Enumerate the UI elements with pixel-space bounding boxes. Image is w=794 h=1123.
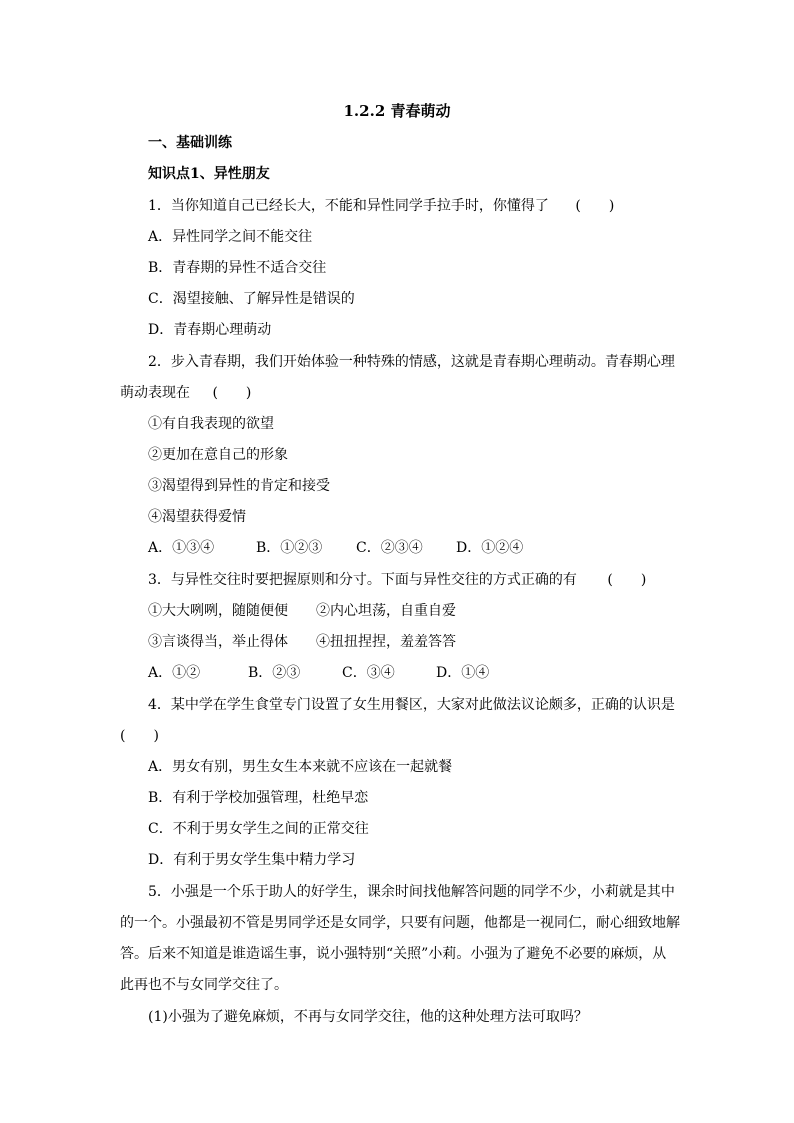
q2-item-4: ④渴望获得爱情	[148, 509, 246, 525]
q3-option-d: D．①④	[436, 665, 490, 681]
q3-options	[148, 663, 489, 683]
q1-option-c: C．渴望接触、了解异性是错误的	[148, 291, 355, 307]
q5-passage-line2: 的一个。小强最初不管是男同学还是女同学，只要有问题，他都是一视同仁，耐心细致地解	[120, 915, 680, 931]
q2-item-3: ③渴望得到异性的肯定和接受	[148, 478, 330, 494]
q5-passage-line4: 此再也不与女同学交往了。	[120, 977, 288, 993]
q2-item-1: ①有自我表现的欲望	[148, 416, 274, 432]
q5-passage-line1: 5．小强是一个乐于助人的好学生，课余时间找他解答问题的同学不少，小莉就是其中	[148, 884, 675, 900]
q2-option-d: D．①②④	[456, 540, 524, 556]
q3-item-4: ④扭扭捏捏，羞羞答答	[316, 634, 456, 650]
q3-items-row2	[148, 632, 456, 652]
q2-item-2: ②更加在意自己的形象	[148, 447, 288, 463]
q5-passage-line3: 答。后来不知道是谁造谣生事，说小强特别“关照”小莉。小强为了避免不必要的麻烦，从	[120, 946, 667, 962]
q1-answer-blank: ( )	[575, 198, 615, 214]
q4-option-b: B．有利于学校加强管理，杜绝早恋	[148, 790, 369, 806]
q2-options	[148, 538, 523, 558]
q3-answer-blank: ( )	[607, 572, 647, 588]
q4-option-a: A．男女有别，男生女生本来就不应该在一起就餐	[148, 759, 453, 775]
q4-stem: 4．某中学在学生食堂专门设置了女生用餐区，大家对此做法议论颇多，正确的认识是	[148, 697, 675, 713]
knowledge-point-heading: 知识点1、异性朋友	[148, 166, 270, 182]
q2-answer-blank: ( )	[212, 385, 252, 401]
q3-stem	[148, 570, 646, 590]
q1-stem	[148, 196, 614, 216]
q5-subquestion-1: (1)小强为了避免麻烦，不再与女同学交往，他的这种处理方法可取吗？	[148, 1009, 588, 1025]
q4-answer-blank: ( )	[120, 728, 159, 744]
q1-option-b: B．青春期的异性不适合交往	[148, 260, 327, 276]
q4-option-c: C．不利于男女学生之间的正常交往	[148, 821, 369, 837]
q3-stem-text: 3．与异性交往时要把握原则和分寸。下面与异性交往的方式正确的有	[148, 572, 577, 588]
q2-stem-line2	[120, 383, 251, 403]
q1-option-a: A．异性同学之间不能交往	[148, 229, 313, 245]
q2-option-c: C．②③④	[356, 540, 423, 556]
q3-items-row1	[148, 601, 456, 621]
q2-stem-text: 萌动表现在	[120, 385, 190, 401]
section-heading: 一、基础训练	[148, 135, 232, 151]
q3-item-2: ②内心坦荡，自重自爱	[316, 603, 456, 619]
q4-option-d: D．有利于男女学生集中精力学习	[148, 852, 356, 868]
q3-option-b: B．②③	[248, 665, 301, 681]
page-title: 1.2.2 青春萌动	[343, 102, 451, 120]
q1-stem-text: 1．当你知道自己已经长大，不能和异性同学手拉手时，你懂得了	[148, 198, 549, 214]
q2-option-a: A．①③④	[148, 540, 215, 556]
q2-option-b: B．①②③	[256, 540, 323, 556]
q3-option-a: A．①②	[148, 665, 201, 681]
q3-item-3: ③言谈得当，举止得体	[148, 634, 288, 650]
q3-item-1: ①大大咧咧，随随便便	[148, 603, 288, 619]
q2-stem-line1: 2．步入青春期，我们开始体验一种特殊的情感，这就是青春期心理萌动。青春期心理	[148, 354, 675, 370]
q1-option-d: D．青春期心理萌动	[148, 322, 272, 338]
q3-option-c: C．③④	[342, 665, 395, 681]
